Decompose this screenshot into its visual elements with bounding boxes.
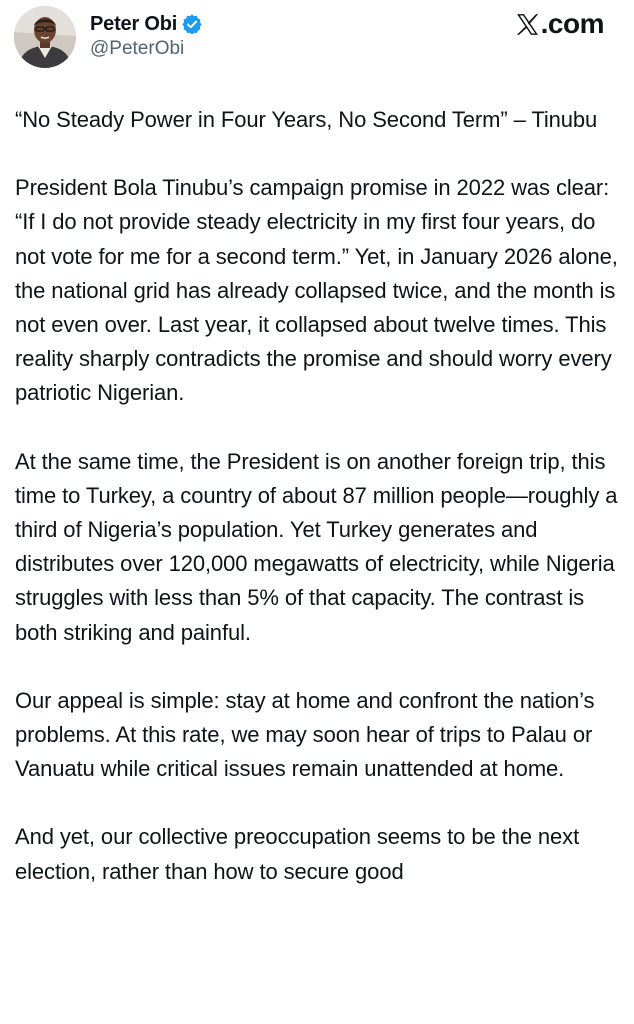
brand-domain-text: .com <box>540 8 604 39</box>
post-paragraph: President Bola Tinubu’s campaign promise in 2022 was clear: “If I do not provide steady electricity in my first four years, do not vote for me for a second term.” Yet, in January 2026 alone, the national grid has already collapsed twice, and the month is not even over. Last year, it collapsed about twelve times. This reality sharply contradicts the promise and should worry every patriotic Nigerian. <box>15 175 618 406</box>
post-body <box>15 103 621 923</box>
post-header <box>0 0 634 80</box>
verified-badge-icon <box>181 13 203 35</box>
avatar[interactable] <box>14 6 76 68</box>
x-brand <box>515 6 604 42</box>
display-name[interactable]: Peter Obi <box>90 12 178 35</box>
post-paragraph: At the same time, the President is on another foreign trip, this time to Turkey, a country of about 87 million people—roughly a third of Nigeria’s population. Yet Turkey generates and distributes over 120,000 megawatts of electricity, while Nigeria struggles with less than 5% of that capacity. The contrast is both striking and painful. <box>15 448 618 645</box>
profile-photo <box>14 6 76 68</box>
post-paragraph-title: “No Steady Power in Four Years, No Second Term” – Tinubu <box>15 107 598 132</box>
post-paragraph: And yet, our collective preoccupation seems to be the next election, rather than how to secure good <box>15 824 580 884</box>
post-paragraph: Our appeal is simple: stay at home and confront the nation’s problems. At this rate, we may soon hear of trips to Palau or Vanuatu while critical issues remain unattended at home. <box>15 687 595 782</box>
user-handle[interactable]: @PeterObi <box>90 38 185 59</box>
name-row <box>90 10 203 38</box>
x-logo-icon <box>515 12 540 37</box>
